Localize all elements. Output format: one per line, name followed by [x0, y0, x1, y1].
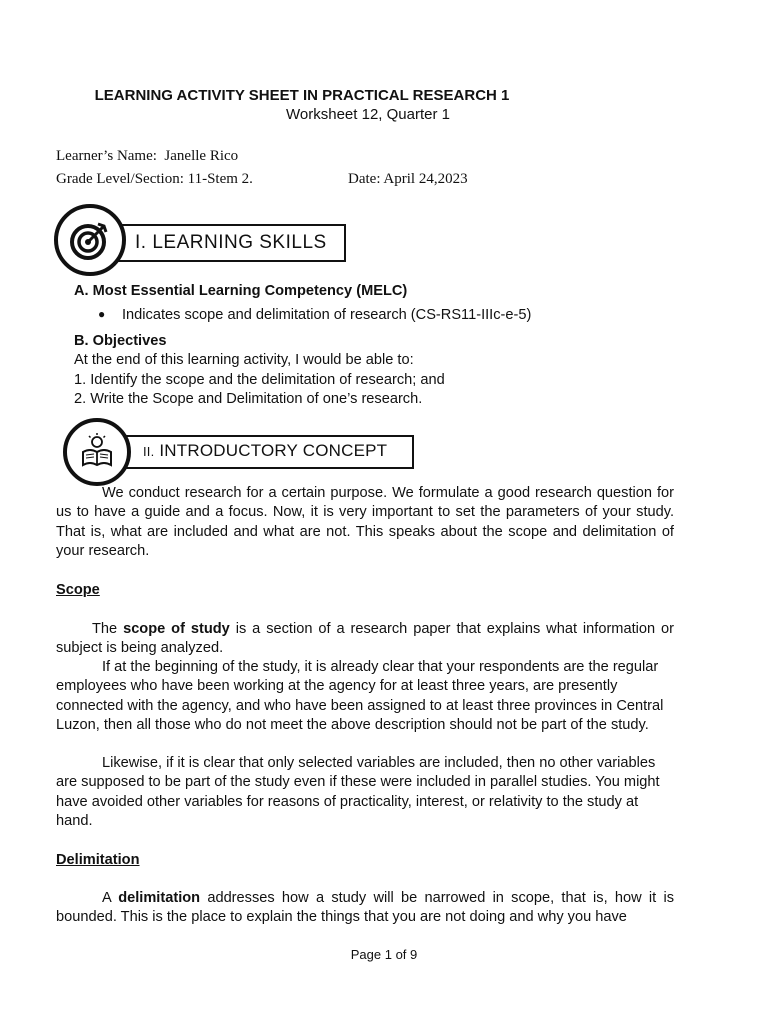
scope-p1-post: is a section of a research paper that explains what information or subject is being analyzed.	[56, 621, 675, 657]
date-label: Date:	[348, 171, 381, 187]
delim-p1-post: addresses how a study will be narrowed in scope, that is, how it is bounded. This is the place to explain the things that you are not doing and why you have	[56, 890, 674, 926]
melc-bullet: Indicates scope and delimitation of research (CS-RS11-IIIc-e-5)	[122, 307, 532, 323]
intro-text: We conduct research for a certain purpose. We formulate a good research question for us to have a guide and a focus. Now, it is very important to set the parameters of your study. That is, what are included and what are not. This speaks about the scope and delimitation of your research.	[56, 485, 674, 560]
scope-p2-text: If at the beginning of the study, it is already clear that your respondents are the regular employees who have been working at the agency for at least three years, are presently connected with the agency, and who have been assigned to at least three provinces in Central Luzon, then all those who do not meet the above description should not be part of the study.	[56, 659, 664, 734]
grade-section-label: Grade Level/Section:	[56, 171, 184, 187]
worksheet-title: LEARNING ACTIVITY SHEET IN PRACTICAL RESEARCH 1	[94, 87, 510, 104]
scope-paragraph-1	[56, 620, 674, 659]
scope-p1-pre: The	[92, 621, 124, 637]
delimitation-paragraph	[56, 889, 674, 928]
scope-p1-bold: scope of study	[123, 621, 230, 637]
melc-heading: A. Most Essential Learning Competency (MELC)	[74, 283, 408, 299]
bullet-icon: ●	[98, 307, 106, 321]
delimitation-heading: Delimitation	[56, 852, 140, 868]
target-icon	[54, 204, 126, 276]
section-title: INTRODUCTORY CONCEPT	[159, 441, 388, 460]
introductory-concept-heading	[143, 441, 387, 461]
grade-section-row	[56, 171, 253, 188]
worksheet-subtitle: Worksheet 12, Quarter 1	[286, 106, 450, 123]
scope-paragraph-3	[56, 754, 676, 832]
objectives-heading: B. Objectives	[74, 333, 167, 349]
intro-paragraph	[56, 484, 674, 562]
objective-item: 2. Write the Scope and Delimitation of one’s research.	[74, 391, 423, 407]
objectives-intro: At the end of this learning activity, I would be able to:	[74, 352, 414, 368]
page-number: Page 1 of 9	[350, 947, 418, 962]
scope-paragraph-2	[56, 658, 676, 736]
objective-item: 1. Identify the scope and the delimitation of research; and	[74, 372, 445, 388]
lightbulb-book-icon	[63, 418, 131, 486]
section-number: II.	[143, 444, 155, 459]
learner-name-value: Janelle Rico	[164, 148, 239, 164]
scope-p3-text: Likewise, if it is clear that only selected variables are included, then no other variables are supposed to be part of the study even if these were included in parallel studies. You might have avoided other variables for reasons of practicality, interest, or relativity to the study at hand.	[56, 755, 660, 830]
delim-p1-bold: delimitation	[118, 890, 201, 906]
delim-p1-pre: A	[102, 890, 119, 906]
learner-name-row	[56, 148, 238, 165]
date-row	[348, 171, 468, 188]
date-value: April 24,2023	[383, 171, 468, 187]
learner-name-label: Learner’s Name:	[56, 148, 157, 164]
scope-heading: Scope	[56, 582, 100, 598]
grade-section-value: 11-Stem 2.	[187, 171, 253, 187]
learning-skills-heading: I. LEARNING SKILLS	[135, 232, 327, 253]
